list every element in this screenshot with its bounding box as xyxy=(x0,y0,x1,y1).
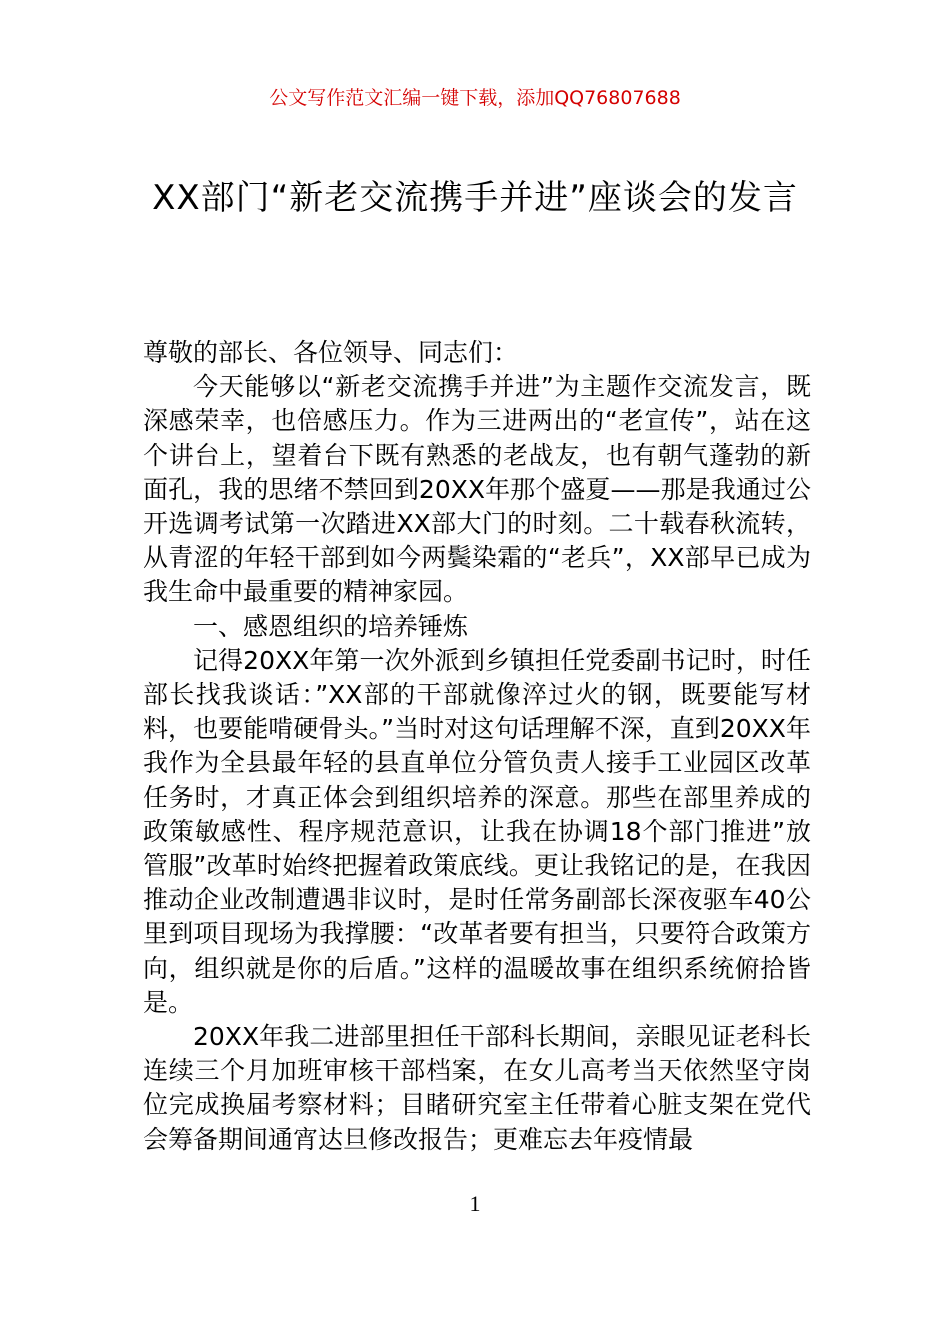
section-heading: 一、感恩组织的培养锤炼 xyxy=(193,611,469,641)
paragraph-gratitude: 记得20XX年第一次外派到乡镇担任党委副书记时，时任部长找我谈话：”XX部的干部就像淬过火的钢，既要能写材料，也要能啃硬骨头。”当时对这句话理解不深，直到20XX年我作为全县最年轻的县直单位分管负责人接手工业园区改革任务时，才真正体会到组织培养的深意。那些在部里养成的政策敏感性、程序规范意识，让我在协调18个部门推进”放管服”改革时始终把握着政策底线。更让我铭记的是，在我因推动企业改制遭遇非议时，是时任常务副部长深夜驱车40公里到项目现场为我撑腰：“改革者要有担当，只要符合政策方向，组织就是你的后盾。”这样的温暖故事在组织系统俯拾皆是。 xyxy=(143,645,811,1017)
paragraph-intro: 今天能够以“新老交流携手并进”为主题作交流发言，既深感荣幸，也倍感压力。作为三进两出的“老宣传”，站在这个讲台上，望着台下既有熟悉的老战友，也有朝气蓬勃的新面孔，我的思绪不禁回到20XX年那个盛夏——那是我通过公开选调考试第一次踏进XX部大门的时刻。二十载春秋流转，从青涩的年轻干部到如今两鬓染霜的“老兵”，XX部早已成为我生命中最重要的精神家园。 xyxy=(143,372,811,607)
promo-banner: 公文写作范文汇编一键下载，添加QQ76807688 xyxy=(269,87,681,109)
document-body xyxy=(143,336,811,1157)
paragraph-second-return: 20XX年我二进部里担任干部科长期间，亲眼见证老科长连续三个月加班审核干部档案，在女儿高考当天依然坚守岗位完成换届考察材料；目睹研究室主任带着心脏支架在党代会筹备期间通宵达旦修改报告；更难忘去年疫情最 xyxy=(143,1022,811,1154)
page-number: 1 xyxy=(469,1191,481,1216)
document-title: XX部门“新老交流携手并进”座谈会的发言 xyxy=(152,178,798,218)
salutation: 尊敬的部长、各位领导、同志们： xyxy=(143,338,519,367)
